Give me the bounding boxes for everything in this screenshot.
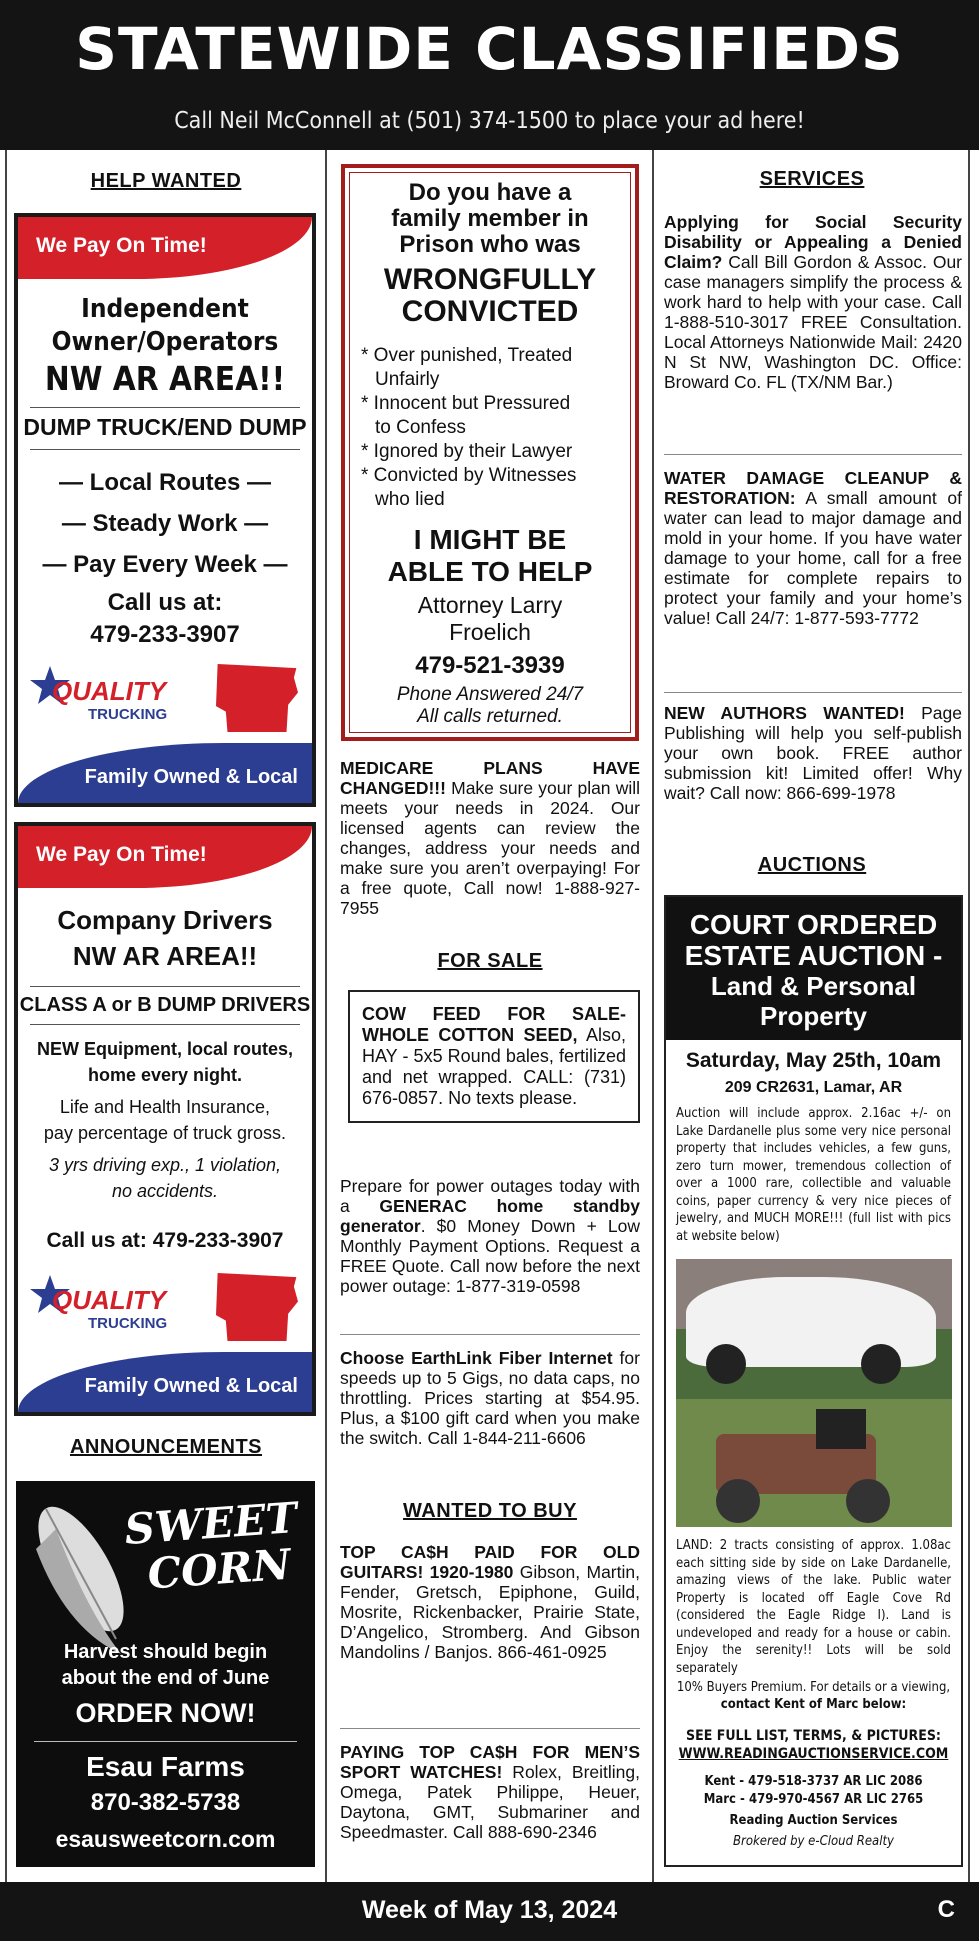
ad-heading: Choose EarthLink Fiber Internet [340,1348,613,1368]
ad-text: NEW Equipment, local routes, [36,1039,294,1059]
section-auctions: AUCTIONS [757,854,867,876]
ad-phone: 479-521-3939 [415,652,565,679]
ad-heading: GENERAC home standby generator [340,1196,640,1236]
pay-on-time-text: We Pay On Time! [36,843,207,866]
ad-text: Life and Health Insurance, [59,1097,271,1117]
ad-bullet: who lied [375,489,445,510]
ad-text: 3 yrs driving exp., 1 violation, [48,1155,282,1175]
auction-see: SEE FULL LIST, TERMS, & PICTURES: [686,1728,941,1744]
ad-new-authors [664,703,962,803]
family-owned-text: Family Owned & Local [84,1375,298,1397]
ad-line: DUMP TRUCK/END DUMP [23,414,307,440]
auction-date: Saturday, May 25th, 10am [685,1049,942,1072]
corn-title: CORN [146,1539,293,1599]
corn-icon [26,1489,136,1659]
corn-text: about the end of June [61,1667,270,1689]
auction-company: Reading Auction Services [729,1813,898,1828]
ad-text: pay percentage of truck gross. [43,1123,287,1143]
ad-text: All calls returned. [417,706,563,727]
ad-bullet: * Convicted by Witnesses [361,465,577,486]
ad-attorney: Froelich [449,619,531,645]
auction-title: COURT ORDERED [689,909,938,940]
arkansas-map-icon [216,664,298,732]
ad-headline: ABLE TO HELP [387,556,593,587]
ad-body: Also, HAY - 5x5 Round bales, fertilized and net wrapped. CALL: (731) 676-0857. No texts please. [362,1025,626,1108]
ad-heading: Applying for Social Security Disability or Appealing a Denied Claim? [664,212,962,272]
ad-earthlink [340,1348,640,1448]
blue-banner [18,743,312,803]
page-title: STATEWIDE CLASSIFIEDS [75,15,904,83]
ad-line: family member in [391,205,589,232]
corn-phone: 870-382-5738 [90,1789,241,1816]
quality-trucking-logo: QUALITY TRUCKING [30,1271,178,1341]
ad-headline: WRONGFULLY [383,263,597,296]
column-divider [968,150,970,1882]
corn-site[interactable]: esausweetcorn.com [55,1826,276,1852]
ad-line: CLASS A or B DUMP DRIVERS [19,994,311,1016]
ad-line: Owner/Operators [51,327,279,357]
ad-line: Prison who was [399,231,581,258]
ad-body: A small amount of water can lead to major damage and mold in your home. If you have water damage to your home, call for a free estimate for complete repairs to protect your family and your home’s value! Call 24/7: 1-877-593-7772 [664,488,962,628]
page-footer [0,1882,979,1941]
corn-order: ORDER NOW! [75,1698,256,1728]
auction-title: ESTATE AUCTION - [684,940,943,971]
ad-cow-feed [348,990,640,1123]
ad-heading: MEDICARE PLANS HAVE CHANGED!!! [340,758,640,798]
quality-trucking-logo: QUALITY TRUCKING [30,662,178,732]
arkansas-map-icon [216,1273,298,1341]
ad-call: Call us at: 479-233-3907 [46,1229,284,1252]
ad-bullet: * Innocent but Pressured [361,393,571,414]
blue-banner [18,1352,312,1412]
ad-body: Gibson, Martin, Fender, Gretsch, Epiphone, Guild, Mosrite, Rickenbacker, Prairie State, D’Angelico, Stromberg. And Gibson Mandolins / Banjos. 866-461-0925 [340,1562,640,1662]
ad-bullet: * Ignored by their Lawyer [361,441,573,462]
column-divider [325,150,327,1882]
ad-heading: WATER DAMAGE CLEANUP & RESTORATION: [664,468,962,508]
ad-bullet: — Steady Work — [61,510,269,537]
page-header [0,0,979,150]
auction-broker: Brokered by e-Cloud Realty [733,1834,894,1849]
ad-area: NW AR AREA!! [44,359,286,398]
ad-watches [340,1742,640,1842]
auction-title: Property [760,1001,867,1031]
ad-independent-owners [14,213,316,807]
ad-heading: NEW AUTHORS WANTED! [664,703,905,723]
ad-bullet: — Pay Every Week — [42,551,288,578]
corn-title: SWEET [122,1493,299,1555]
ad-body: Make sure your plan will meets your needs in 2024. Our licensed agents can review the changes, address your needs and make sure you aren’t overpaying! For a free quote, Call now! 1-888-927-7955 [340,778,640,918]
ad-social-security [664,212,962,392]
ad-body: Page Publishing will help you self-publish your own book. FREE author submission kit! Limited offer! Why wait? Call now: 866-699-1978 [664,703,962,803]
ad-call: Call us at: [107,589,223,616]
ad-line: NW AR AREA!! [72,941,258,971]
ad-estate-auction [664,895,963,1867]
section-help-wanted: HELP WANTED [90,170,242,192]
ad-wrongfully-convicted [341,164,639,741]
ad-body: Rolex, Breitling, Omega, Patek Philippe, Heuer, Daytona, GMT, Submariner and Speedmaster. Call 888-690-2346 [340,1762,640,1842]
ad-sweet-corn [16,1481,315,1867]
pay-on-time-text: We Pay On Time! [36,234,207,257]
ad-guitars [340,1542,640,1662]
red-banner [18,217,312,279]
family-owned-text: Family Owned & Local [84,766,298,788]
ad-headline: CONVICTED [401,295,579,328]
ad-body: for speeds up to 5 Gigs, no data caps, no throttling. Prices starting at $54.95. Plus, a $100 gift card when you make the switch. Call 1-844-211-6606 [340,1348,640,1448]
ad-phone: 479-233-3907 [90,621,240,648]
auction-photo [676,1259,952,1527]
ad-bullet: * Over punished, Treated [361,345,573,366]
ad-text: home every night. [87,1065,243,1085]
section-wanted-to-buy: WANTED TO BUY [403,1500,577,1522]
column-divider [5,150,7,1882]
auction-marc: Marc - 479-970-4567 AR LIC 2765 [703,1792,924,1807]
auction-url[interactable]: WWW.READINGAUCTIONSERVICE.COM [678,1746,949,1762]
ad-heading: PAYING TOP CA$H FOR MEN’S SPORT WATCHES! [340,1742,640,1782]
ad-medicare [340,758,640,918]
ad-water-damage [664,468,962,628]
section-letter: C [937,1896,955,1923]
ad-body: . $0 Money Down + Low Monthly Payment Options. Request a FREE Quote. Call now before the next power outage: 1-877-319-0598 [340,1216,640,1296]
ad-line: Company Drivers [57,905,273,935]
ad-attorney: Attorney Larry [417,592,563,618]
auction-title: Land & Personal [710,971,917,1001]
ad-bullet: Unfairly [375,369,440,390]
section-announcements: ANNOUNCEMENTS [69,1436,263,1458]
ad-body: Call Bill Gordon & Assoc. Our case managers simplify the process & work hard to help with your case. Call 1-888-510-3017 FREE Consultation. Local Attorneys Nationwide Mail: 2420 N St NW, Washington DC. Office: Broward Co. FL (TX/NM Bar.) [664,252,962,392]
ad-text: Phone Answered 24/7 [396,684,584,705]
corn-farm: Esau Farms [86,1751,245,1782]
auction-land: LAND: 2 tracts consisting of approx. 1.08ac each sitting side by side on Lake Dardanelle, amazing views of the lake. Public water Property is located off Eagle Cove Rd (considered the Eagle Ridge I). Land is undeveloped and ready for a house or cabin. Enjoy the serenity!! Lots will be sold separately [676,1538,951,1676]
ad-text: no accidents. [111,1181,219,1201]
section-for-sale: FOR SALE [437,950,543,972]
column-divider [652,150,654,1882]
ad-bullet: — Local Routes — [58,469,272,496]
auction-premium: 10% Buyers Premium. For details or a viewing, [676,1680,951,1695]
ad-bullet: to Confess [375,417,466,438]
ad-line: Do you have a [408,179,572,206]
auction-address: 209 CR2631, Lamar, AR [724,1079,903,1096]
ad-heading: COW FEED FOR SALE-WHOLE COTTON SEED, [362,1004,626,1045]
ad-body: Prepare for power outages today with a [340,1176,640,1216]
auction-contact: contact Kent of Marc below: [720,1697,907,1712]
week-date: Week of May 13, 2024 [361,1896,618,1924]
red-banner [18,826,312,888]
section-services: SERVICES [759,168,865,190]
ad-headline: I MIGHT BE [413,524,567,555]
ad-generac [340,1176,640,1296]
ad-heading: TOP CA$H PAID FOR OLD GUITARS! 1920-1980 [340,1542,640,1582]
corn-text: Harvest should begin [63,1641,268,1663]
auction-description: Auction will include approx. 2.16ac +/- on Lake Dardanelle plus some very nice personal property that includes vehicles, a few guns, zero turn mower, tremendous collection of over a 1000 rare, collectible and valuable coins, paper currency & very nice pieces of jewelry, and MUCH MORE!!! (full list with pics at website below) [676,1106,951,1244]
auction-kent: Kent - 479-518-3737 AR LIC 2086 [704,1774,923,1789]
ad-line: Independent [81,294,249,324]
header-subtitle: Call Neil McConnell at (501) 374-1500 to place your ad here! [174,108,805,134]
ad-company-drivers [14,822,316,1416]
